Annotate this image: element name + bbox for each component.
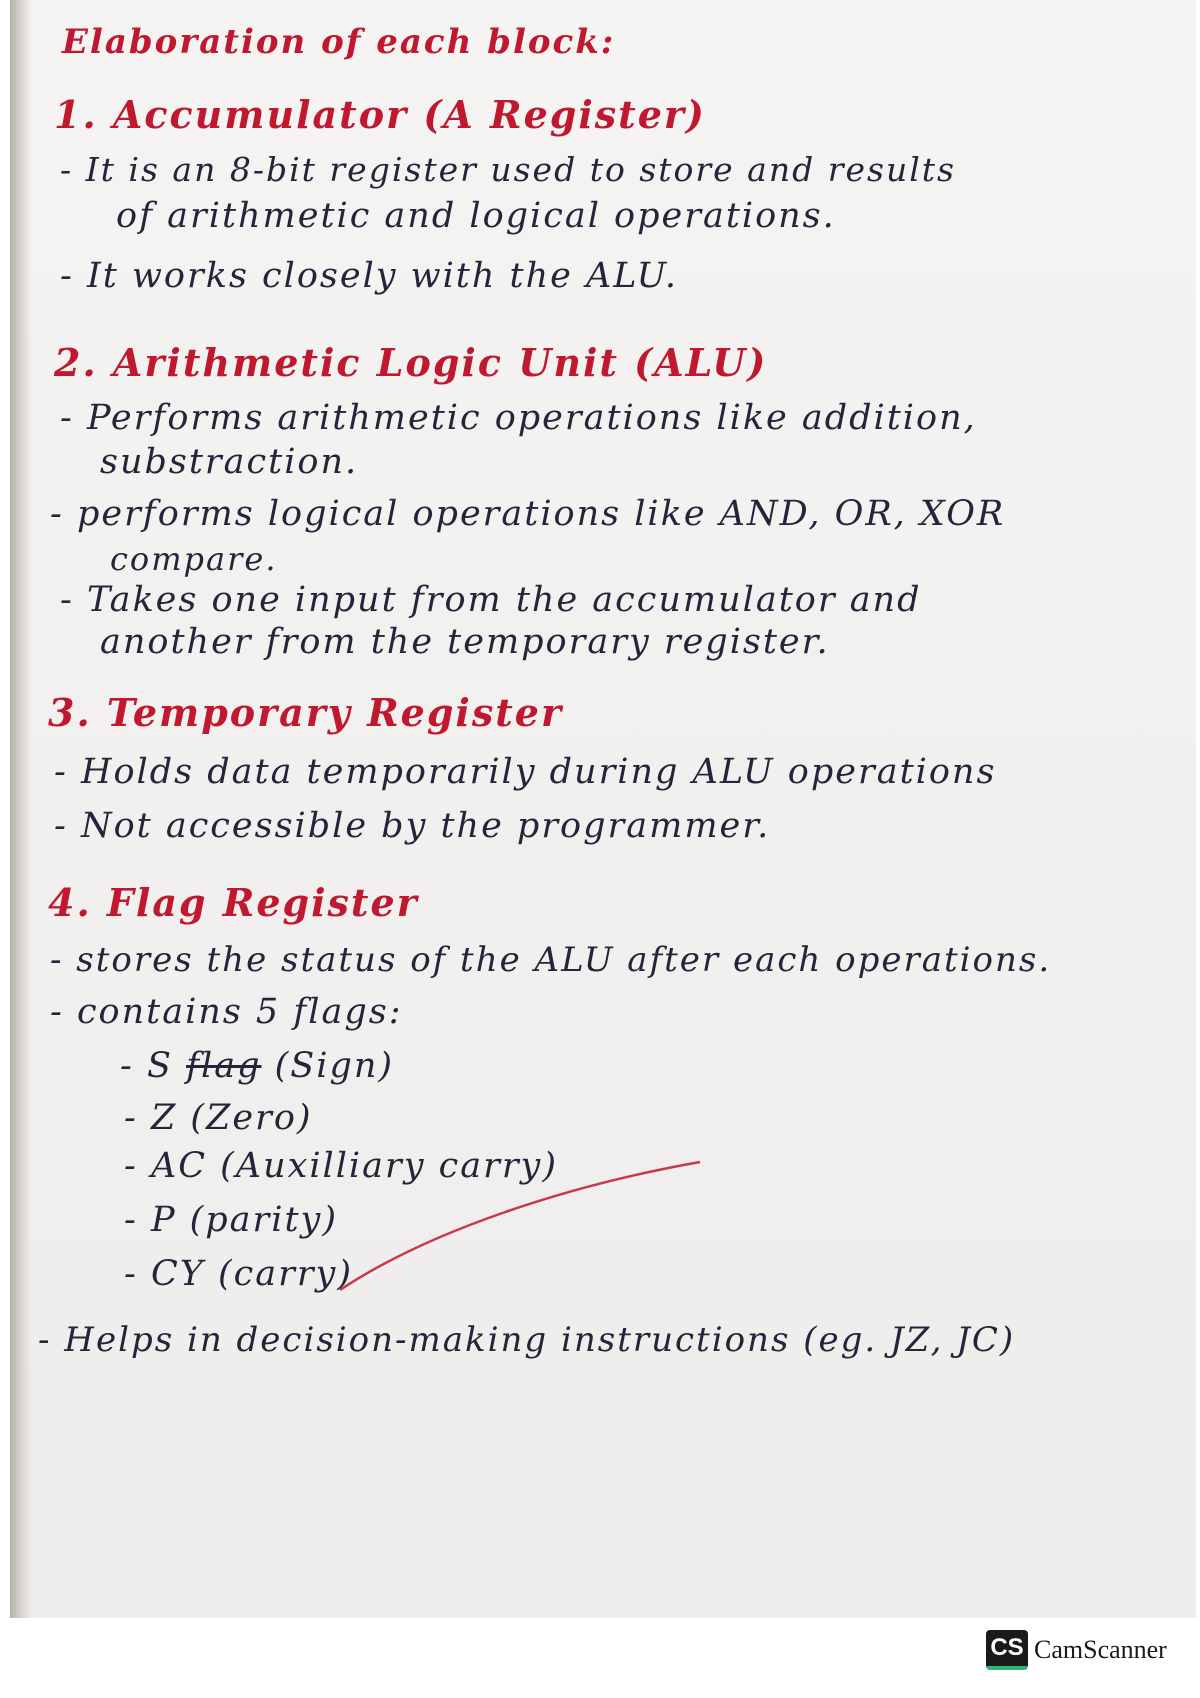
struck-out-word: flag [186, 1046, 262, 1086]
alu-line-5: - Takes one input from the accumulator and [60, 580, 922, 620]
flag-item-sign-prefix: - S [120, 1046, 173, 1086]
heading-accumulator: 1. Accumulator (A Register) [54, 92, 706, 137]
flag-item-zero: - Z (Zero) [124, 1098, 313, 1138]
alu-line-4: compare. [110, 540, 278, 578]
heading-temporary-register: 3. Temporary Register [48, 690, 563, 735]
accumulator-line-2: of arithmetic and logical operations. [116, 196, 836, 236]
alu-line-1: - Performs arithmetic operations like addition, [60, 398, 977, 438]
flag-line-1: - stores the status of the ALU after each operations. [50, 940, 1052, 980]
notebook-paper [10, 0, 1196, 1618]
flag-line-2: - contains 5 flags: [50, 992, 403, 1032]
flag-item-sign-label: (Sign) [274, 1046, 395, 1086]
heading-alu: 2. Arithmetic Logic Unit (ALU) [54, 340, 768, 385]
accumulator-line-1: - It is an 8-bit register used to store and results [60, 150, 956, 189]
flag-line-3: - Helps in decision-making instructions (eg. JZ, JC) [38, 1320, 1016, 1360]
alu-line-6: another from the temporary register. [100, 622, 830, 662]
page-title: Elaboration of each block: [62, 22, 616, 62]
accumulator-line-3: - It works closely with the ALU. [60, 256, 679, 296]
flag-item-auxiliary-carry: - AC (Auxilliary carry) [124, 1146, 558, 1186]
camscanner-watermark [986, 1630, 1167, 1670]
flag-item-carry: - CY (carry) [124, 1254, 353, 1294]
heading-flag-register: 4. Flag Register [48, 880, 419, 925]
temporary-line-1: - Holds data temporarily during ALU operations [54, 752, 997, 792]
flag-item-sign [120, 1046, 394, 1086]
camscanner-label: CamScanner [1034, 1635, 1167, 1664]
camscanner-logo-icon: CS [986, 1630, 1028, 1670]
temporary-line-2: - Not accessible by the programmer. [54, 806, 771, 846]
alu-line-3: - performs logical operations like AND, OR, XOR [50, 494, 1006, 534]
flag-item-parity: - P (parity) [124, 1200, 338, 1240]
alu-line-2: substraction. [100, 442, 359, 482]
